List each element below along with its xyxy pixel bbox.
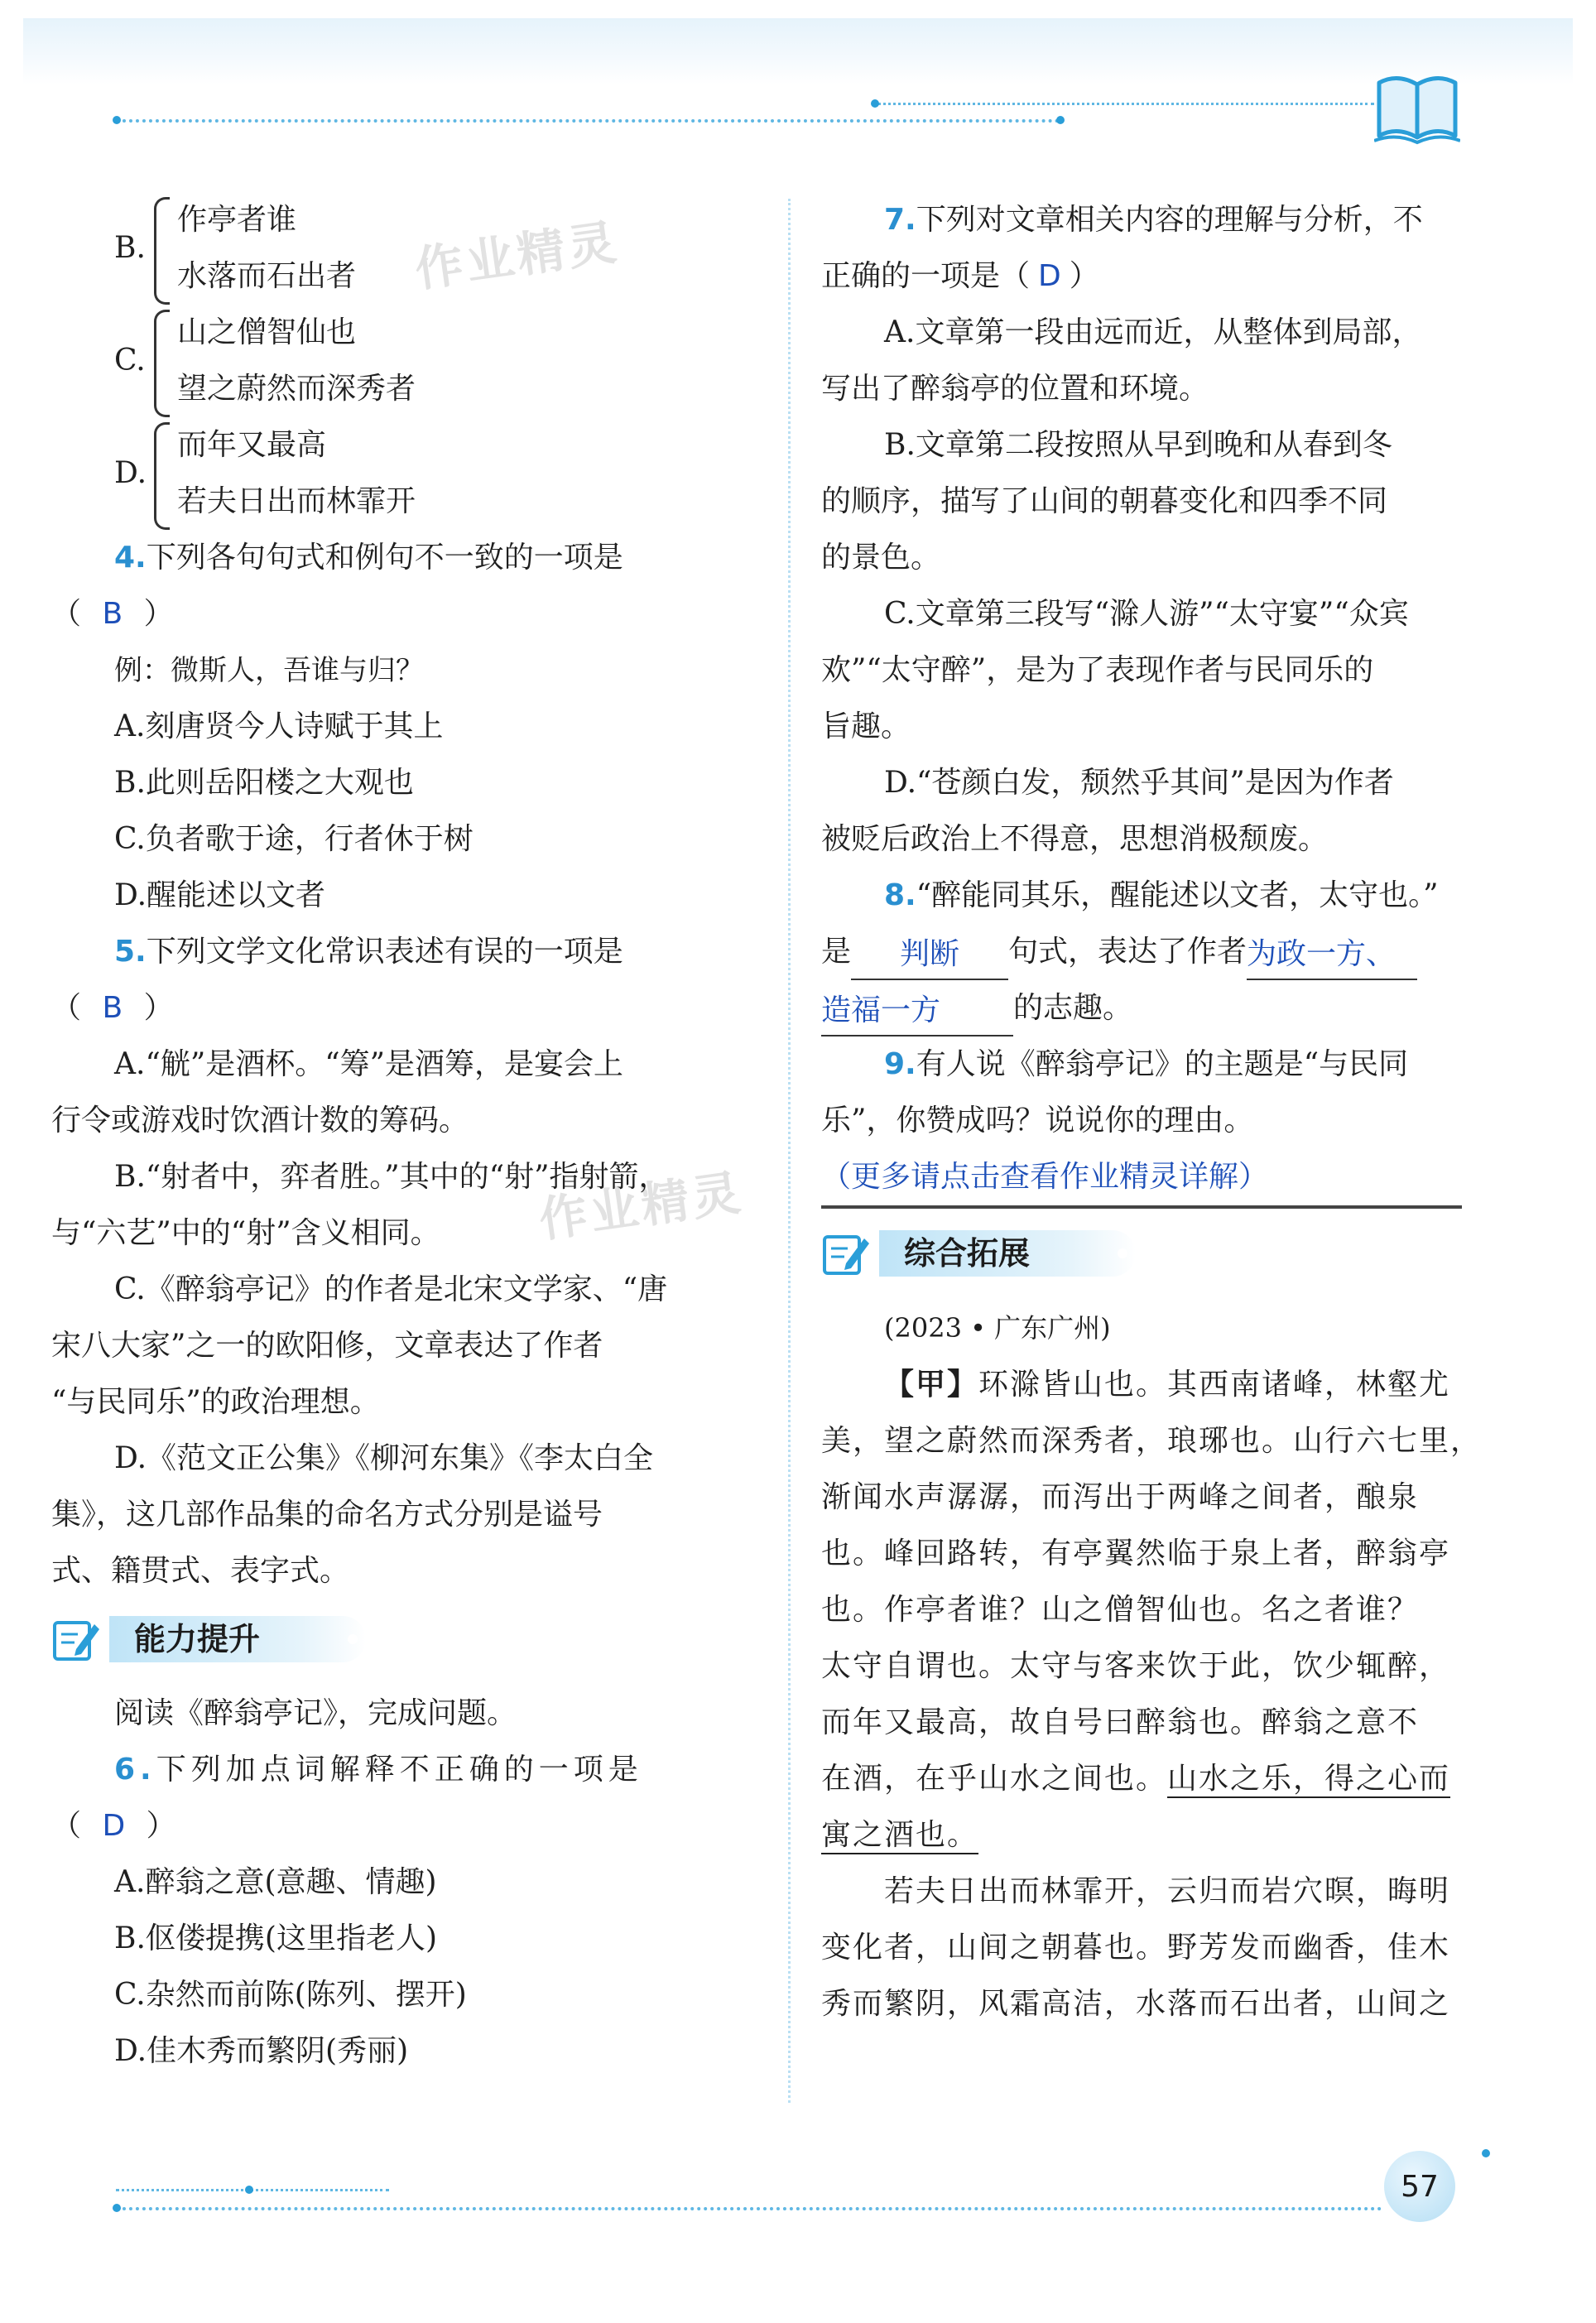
brace-icon bbox=[154, 310, 170, 417]
q5-option-c-cont: “与民同乐”的政治理想。 bbox=[51, 1385, 380, 1419]
underlined-sentence: 山水之乐，得之心而 bbox=[1167, 1762, 1451, 1796]
header-dotted-line bbox=[116, 119, 1060, 123]
paren: ） bbox=[143, 597, 174, 631]
answer-choice: D bbox=[102, 1809, 126, 1843]
option-line: 山之僧智仙也 bbox=[177, 315, 357, 349]
q5-option-a-cont: 行令或游戏时饮酒计数的筹码。 bbox=[51, 1104, 469, 1137]
option-line: 而年又最高 bbox=[177, 428, 327, 462]
q4-option[interactable]: A.刻唐贤今人诗赋于其上 bbox=[114, 709, 444, 743]
q4-example: 例：微斯人，吾谁与归？ bbox=[114, 654, 424, 687]
passage-line: 变化者，山间之朝暮也。野芳发而幽香，佳木 bbox=[821, 1931, 1451, 1965]
paren: ） bbox=[1069, 259, 1099, 293]
q6-answer-row bbox=[51, 1798, 760, 1854]
passage-tag: 【甲】 bbox=[884, 1367, 979, 1402]
page-number-badge bbox=[1384, 2151, 1455, 2222]
q4-option[interactable]: D.醒能述以文者 bbox=[114, 878, 326, 912]
option-label: D. bbox=[114, 456, 147, 490]
pencil-note-icon bbox=[51, 1616, 101, 1662]
section-title: 能力提升 bbox=[134, 1621, 261, 1657]
watermark: 作业精灵 bbox=[411, 214, 623, 298]
q7-option-c[interactable]: C.文章第三段写“滁人游”“太守宴”“众宾 bbox=[884, 597, 1409, 631]
brace-icon bbox=[154, 197, 170, 305]
answer-choice: D bbox=[1038, 259, 1061, 293]
q5-option-b-cont: 与“六艺”中的“射”含义相同。 bbox=[51, 1216, 440, 1250]
right-column bbox=[821, 192, 1483, 2032]
footer-dot bbox=[113, 2204, 121, 2212]
blank-answer-line bbox=[821, 1207, 1462, 1209]
header-dot bbox=[1056, 116, 1065, 124]
q5-option-d-cont: 集》，这几部作品集的命名方式分别是谥号 bbox=[51, 1498, 603, 1532]
option-line: 望之蔚然而深秀者 bbox=[177, 372, 416, 406]
passage-line: 秀而繁阴，风霜高洁，水落而石出者，山间之 bbox=[821, 1987, 1451, 2021]
header-dot bbox=[113, 116, 121, 124]
q4-answer-row bbox=[51, 586, 760, 642]
q7-option-d[interactable]: D.“苍颜白发，颓然乎其间”是因为作者 bbox=[884, 766, 1394, 800]
q5-option-b[interactable]: B.“射者中，弈者胜。”其中的“射”指射箭， bbox=[114, 1160, 669, 1194]
q7-option-c-cont: 旨趣。 bbox=[821, 709, 911, 743]
question-text: 句式，表达了作者 bbox=[1008, 935, 1247, 969]
question-text: 下列文学文化常识表述有误的一项是 bbox=[146, 935, 623, 969]
paren: ） bbox=[143, 991, 174, 1025]
q7-option-c-cont: 欢”“太守醉”，是为了表现作者与民同乐的 bbox=[821, 653, 1374, 687]
q4-option[interactable]: C.负者歌于途，行者休于树 bbox=[114, 822, 474, 856]
question-text: 正确的一项是（ bbox=[821, 259, 1031, 293]
q7-stem bbox=[821, 192, 1462, 248]
q5-option-d-cont: 式、籍贯式、表字式。 bbox=[51, 1554, 350, 1588]
q5-option-c-cont: 宋八大家”之一的欧阳修，文章表达了作者 bbox=[51, 1329, 603, 1363]
pencil-note-icon bbox=[821, 1230, 871, 1277]
q7-option-d-cont: 被贬后政治上不得意，思想消极颓废。 bbox=[821, 822, 1329, 856]
q7-option-b[interactable]: B.文章第二段按照从早到晚和从春到冬 bbox=[884, 428, 1392, 462]
q6-stem bbox=[114, 1742, 760, 1798]
question-text: “醉能同其乐，醒能述以文者，太守也。” bbox=[916, 878, 1439, 912]
q5-option-a[interactable]: A.“觥”是酒杯。“筹”是酒筹，是宴会上 bbox=[114, 1047, 624, 1081]
passage-line bbox=[821, 1751, 1462, 1807]
pill-dot bbox=[1118, 1248, 1127, 1258]
pill-dot bbox=[348, 1634, 358, 1644]
q6-option[interactable]: D.佳木秀而繁阴(秀丽) bbox=[114, 2034, 409, 2068]
underlined-sentence: 寓之酒也。 bbox=[821, 1818, 979, 1852]
q7-option-a[interactable]: A.文章第一段由远而近，从整体到局部， bbox=[884, 315, 1422, 349]
q9-stem-cont: 乐”，你赞成吗？说说你的理由。 bbox=[821, 1104, 1254, 1137]
question-number: 7. bbox=[884, 203, 916, 237]
question-number: 8. bbox=[884, 878, 916, 912]
fill-blank-2-cont[interactable]: 造福一方 bbox=[821, 988, 1013, 1036]
answer-hint-link[interactable]: （更多请点击查看作业精灵详解） bbox=[821, 1160, 1269, 1194]
question-text: 下列对文章相关内容的理解与分析，不 bbox=[916, 203, 1423, 237]
brace-icon bbox=[154, 422, 170, 530]
paren: ） bbox=[146, 1809, 176, 1843]
answer-choice: B bbox=[102, 991, 123, 1025]
question-number: 6. bbox=[114, 1753, 156, 1787]
question-text: 下列各句句式和例句不一致的一项是 bbox=[146, 541, 623, 575]
header-band bbox=[23, 18, 1573, 84]
footer-dotted-line bbox=[116, 2207, 1382, 2210]
option-label: C. bbox=[114, 344, 146, 378]
section-title-pill bbox=[879, 1230, 1136, 1277]
answer-choice: B bbox=[102, 597, 123, 631]
option-line: 水落而石出者 bbox=[177, 259, 357, 293]
header-dot bbox=[871, 99, 879, 108]
question-number: 5. bbox=[114, 935, 147, 969]
option-line: 作亭者谁 bbox=[177, 203, 297, 237]
q5-stem bbox=[114, 924, 760, 980]
q8-stem bbox=[821, 868, 1462, 924]
option-label: B. bbox=[114, 231, 146, 265]
passage-line bbox=[821, 1807, 1462, 1864]
q5-answer-row bbox=[51, 980, 760, 1036]
header-dotted-line-right bbox=[877, 103, 1374, 105]
watermark: 作业精灵 bbox=[536, 1164, 748, 1248]
q3-option-c[interactable] bbox=[51, 305, 760, 417]
fill-blank-1[interactable]: 判断 bbox=[851, 932, 1008, 980]
passage-text: 在酒，在乎山水之间也。 bbox=[821, 1762, 1168, 1796]
q4-stem bbox=[114, 530, 760, 586]
question-number: 9. bbox=[884, 1047, 916, 1081]
q8-blank-row-2 bbox=[821, 980, 1462, 1036]
section-title: 综合拓展 bbox=[904, 1235, 1031, 1272]
q3-option-d[interactable] bbox=[51, 417, 760, 530]
passage-line: 也。峰回路转，有亭翼然临于泉上者，醉翁亭 bbox=[821, 1537, 1451, 1570]
reading-intro: 阅读《醉翁亭记》，完成问题。 bbox=[114, 1696, 517, 1730]
option-line: 若夫日出而林霏开 bbox=[177, 484, 416, 518]
question-text: 的志趣。 bbox=[1013, 991, 1133, 1025]
q3-option-b[interactable] bbox=[51, 192, 760, 305]
q6-option[interactable]: A.醉翁之意(意趣、情趣) bbox=[114, 1865, 437, 1899]
q5-option-c[interactable]: C.《醉翁亭记》的作者是北宋文学家、“唐 bbox=[114, 1272, 668, 1306]
q9-answer-line bbox=[821, 1149, 1462, 1207]
passage-line: 若夫日出而林霏开，云归而岩穴暝，晦明 bbox=[884, 1874, 1451, 1908]
q8-blank-row bbox=[821, 924, 1462, 980]
paren: （ bbox=[51, 1809, 82, 1843]
paren: （ bbox=[51, 991, 82, 1025]
q6-option[interactable]: C.杂然而前陈(陈列、摆开) bbox=[114, 1978, 467, 2012]
q9-stem bbox=[821, 1036, 1462, 1093]
section-extend bbox=[821, 1225, 1462, 1291]
footer-dot bbox=[245, 2186, 253, 2194]
q7-stem-cont bbox=[821, 248, 1462, 305]
passage-line bbox=[821, 1356, 1462, 1413]
passage-line: 渐闻水声潺潺，而泻出于两峰之间者，酿泉 bbox=[821, 1480, 1420, 1514]
paren: （ bbox=[51, 597, 82, 631]
passage-text: 环滁皆山也。其西南诸峰，林壑尤 bbox=[978, 1368, 1451, 1402]
book-icon bbox=[1374, 70, 1460, 146]
passage-line: 也。作亭者谁？山之僧智仙也。名之者谁？ bbox=[821, 1593, 1420, 1627]
section-title-pill bbox=[109, 1616, 366, 1662]
question-text: 是 bbox=[821, 935, 852, 969]
q7-option-a-cont: 写出了醉翁亭的位置和环境。 bbox=[821, 372, 1209, 406]
page-number: 57 bbox=[1384, 2151, 1455, 2222]
passage-line: 太守自谓也。太守与客来饮于此，饮少辄醉， bbox=[821, 1649, 1451, 1683]
fill-blank-2[interactable]: 为政一方、 bbox=[1247, 932, 1417, 980]
q7-option-b-cont: 的顺序，描写了山间的朝暮变化和四季不同 bbox=[821, 484, 1388, 518]
passage-source: (2023 • 广东广州) bbox=[884, 1312, 1111, 1344]
passage-line: 而年又最高，故自号曰醉翁也。醉翁之意不 bbox=[821, 1705, 1420, 1739]
q5-option-d[interactable]: D.《范文正公集》《柳河东集》《李太白全 bbox=[114, 1441, 654, 1475]
q7-option-b-cont: 的景色。 bbox=[821, 541, 941, 575]
q6-option[interactable]: B.伛偻提携(这里指老人) bbox=[114, 1921, 437, 1955]
footer-dot bbox=[1482, 2149, 1490, 2157]
q4-option[interactable]: B.此则岳阳楼之大观也 bbox=[114, 766, 414, 800]
question-text: 有人说《醉翁亭记》的主题是“与民同 bbox=[916, 1047, 1409, 1081]
question-number: 4. bbox=[114, 541, 147, 575]
section-ability bbox=[51, 1611, 760, 1677]
passage-line: 美，望之蔚然而深秀者，琅琊也。山行六七里， bbox=[821, 1424, 1483, 1458]
question-text: 下列加点词解释不正确的一项是 bbox=[156, 1753, 643, 1787]
left-column bbox=[51, 192, 760, 2080]
column-divider bbox=[788, 199, 791, 2103]
